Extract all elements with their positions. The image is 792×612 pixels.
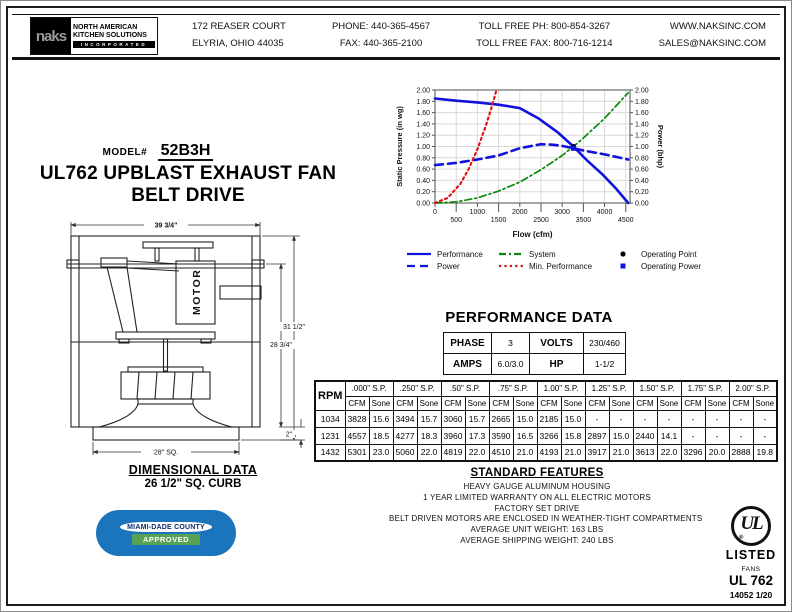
rpm-table-header-row [315, 381, 777, 396]
y-tick-label-right: 1.60 [635, 110, 649, 118]
y-tick-label: 0.80 [416, 155, 430, 163]
dim-base-label: 28" SQ. [153, 449, 179, 457]
sone-value: 18.5 [369, 427, 393, 444]
header-address: 172 REASER COURT ELYRIA, OHIO 44035 [192, 21, 286, 49]
cfm-value: 3266 [537, 427, 561, 444]
cfm-value: 2185 [537, 410, 561, 427]
chart-legend [406, 248, 718, 272]
cfm-header: CFM [681, 396, 705, 410]
sp-column-header: 1.50" S.P. [633, 381, 681, 396]
y-tick-label: 0.20 [416, 189, 430, 197]
sone-value: 21.0 [561, 444, 585, 461]
y-tick-label: 1.20 [416, 132, 430, 140]
cfm-value: - [681, 427, 705, 444]
ul-mark-letters: UL [740, 513, 762, 534]
sp-column-header: .250" S.P. [393, 381, 441, 396]
cfm-value: 2440 [633, 427, 657, 444]
sone-value: 22.0 [657, 444, 681, 461]
header-phone-fax: PHONE: 440-365-4567 FAX: 440-365-2100 [331, 21, 431, 49]
sp-column-header: .75" S.P. [489, 381, 537, 396]
sone-value: 20.0 [705, 444, 729, 461]
sone-value: 15.7 [417, 410, 441, 427]
miami-dade-approved-badge [96, 510, 236, 556]
rpm-value: 1034 [315, 410, 345, 427]
standard-features-title: STANDARD FEATURES [470, 467, 604, 479]
sp-column-header: 2.00" S.P. [729, 381, 777, 396]
volts-value: 230/460 [584, 333, 626, 354]
cfm-value: - [633, 410, 657, 427]
amps-label: AMPS [444, 354, 492, 375]
cfm-value: 2897 [585, 427, 609, 444]
series-performance [435, 99, 628, 204]
sone-header: Sone [561, 396, 585, 410]
legend-item-operating-power [610, 261, 718, 271]
cfm-value: 4819 [441, 444, 465, 461]
naks-logo [30, 17, 158, 55]
legend-swatch [498, 249, 524, 259]
sone-value: 21.0 [513, 444, 537, 461]
sone-value: - [705, 427, 729, 444]
ul-listing-block [715, 506, 787, 600]
page-title-line2: BELT DRIVE [131, 185, 245, 207]
x-tick-label: 3000 [554, 209, 570, 216]
y-tick-label-right: 0.40 [635, 177, 649, 185]
y-tick-label-right: 1.80 [635, 98, 649, 106]
document-number: 14052 1/20 [729, 590, 773, 600]
legend-swatch [610, 249, 636, 259]
sone-header: Sone [417, 396, 441, 410]
cfm-value: 4277 [393, 427, 417, 444]
cfm-value: 4510 [489, 444, 513, 461]
model-number: 52B3H [158, 142, 214, 161]
fan-dimensional-drawing [43, 212, 323, 464]
sone-value: 22.0 [417, 444, 441, 461]
legend-label: System [529, 249, 556, 259]
cfm-value: 4557 [345, 427, 369, 444]
volts-label: VOLTS [530, 333, 584, 354]
sone-value: 19.8 [753, 444, 777, 461]
logo-line3: INCORPORATED [73, 41, 155, 48]
title-block [23, 142, 353, 207]
fan-outline [67, 236, 264, 440]
sone-value: 22.0 [465, 444, 489, 461]
sone-value: 15.0 [609, 427, 633, 444]
sone-value: - [657, 410, 681, 427]
model-label: MODEL# [102, 147, 148, 158]
cfm-value: 3960 [441, 427, 465, 444]
cfm-value: 4193 [537, 444, 561, 461]
sone-value: 18.3 [417, 427, 441, 444]
cfm-header: CFM [537, 396, 561, 410]
legend-label: Operating Point [641, 249, 697, 259]
sone-value: - [753, 427, 777, 444]
x-tick-label: 4000 [596, 209, 613, 216]
y-tick-label: 1.60 [416, 110, 430, 118]
sone-value: - [609, 410, 633, 427]
sone-header: Sone [465, 396, 489, 410]
dim-inner-height-label: 28 3/4" [270, 342, 292, 349]
feature-item: 1 YEAR LIMITED WARRANTY ON ALL ELECTRIC MOTORS [423, 492, 651, 502]
y-tick-label-right: 0.60 [635, 166, 649, 174]
cfm-header: CFM [729, 396, 753, 410]
cfm-value: 3494 [393, 410, 417, 427]
y-tick-label: 1.80 [416, 98, 430, 106]
performance-data-title: PERFORMANCE DATA [445, 309, 613, 326]
series-power [435, 144, 628, 165]
y-tick-label-right: 0.00 [635, 200, 649, 208]
curb-size: 26 1/2" SQ. CURB [144, 478, 242, 490]
rpm-table-row [315, 444, 777, 461]
rpm-value: 1231 [315, 427, 345, 444]
cfm-header: CFM [345, 396, 369, 410]
sone-value: 15.8 [561, 427, 585, 444]
performance-chart [393, 83, 685, 250]
x-tick-label: 2000 [511, 209, 528, 216]
legend-item-min-performance [498, 261, 610, 271]
sone-value: 15.6 [369, 410, 393, 427]
legend-item-performance [406, 249, 498, 259]
fan-curve-chart [393, 83, 685, 245]
legend-swatch [406, 249, 432, 259]
sone-header: Sone [657, 396, 681, 410]
header-email: SALES@NAKSINC.COM [658, 38, 766, 49]
y-tick-label: 0.00 [416, 200, 430, 208]
cfm-value: - [729, 427, 753, 444]
legend-label: Min. Performance [529, 261, 593, 271]
sone-value: 21.0 [609, 444, 633, 461]
feature-item: FACTORY SET DRIVE [494, 503, 580, 513]
logo-line2: KITCHEN SOLUTIONS [73, 32, 147, 39]
y-tick-label-right: 0.80 [635, 155, 649, 163]
y-tick-label-right: 2.00 [635, 87, 649, 95]
x-axis-title: Flow (cfm) [512, 230, 553, 239]
cfm-value: 3060 [441, 410, 465, 427]
legend-swatch [406, 261, 432, 271]
dimension-labels [141, 220, 310, 457]
sone-header: Sone [609, 396, 633, 410]
header [12, 14, 780, 60]
naks-logo-abbr: naks [31, 18, 71, 54]
legend-item-system [498, 249, 610, 259]
cfm-value: 3613 [633, 444, 657, 461]
legend-swatch [610, 261, 636, 271]
legend-item-operating-point [610, 249, 718, 259]
cfm-value: 5301 [345, 444, 369, 461]
rpm-table-subheader-row [315, 396, 777, 410]
sone-value: 15.0 [561, 410, 585, 427]
feature-item: HEAVY GAUGE ALUMINUM HOUSING [463, 482, 611, 491]
phase-label: PHASE [444, 333, 492, 354]
header-website: WWW.NAKSINC.COM [669, 21, 766, 33]
legend-label: Operating Power [641, 261, 702, 271]
ul-standard-number: UL 762 [728, 573, 774, 588]
x-tick-label: 2500 [533, 217, 549, 224]
cfm-header: CFM [441, 396, 465, 410]
hp-label: HP [530, 354, 584, 375]
rpm-table-row [315, 410, 777, 427]
standard-features [389, 467, 703, 547]
x-tick-label: 500 [450, 217, 463, 224]
x-tick-label: 0 [433, 209, 437, 216]
dim-base-height-label: 2" [285, 431, 293, 439]
sone-value: 23.0 [369, 444, 393, 461]
cfm-value: 3296 [681, 444, 705, 461]
electrical-data-table [443, 332, 626, 375]
cfm-header: CFM [585, 396, 609, 410]
feature-item: AVERAGE SHIPPING WEIGHT: 240 LBS [460, 535, 614, 545]
sp-column-header: .50" S.P. [441, 381, 489, 396]
dimensional-data-caption [73, 463, 313, 490]
y-tick-label-right: 1.00 [635, 144, 649, 151]
sone-header: Sone [753, 396, 777, 410]
sone-value: 15.7 [465, 410, 489, 427]
rpm-table-row [315, 427, 777, 444]
cfm-value: - [681, 410, 705, 427]
sone-header: Sone [705, 396, 729, 410]
x-tick-label: 3500 [575, 217, 592, 224]
y-tick-label: 1.00 [416, 144, 430, 151]
approved-label: APPROVED [132, 534, 200, 545]
rpm-performance-table [314, 380, 778, 462]
ul-listed-label: LISTED [725, 548, 777, 562]
feature-item: BELT DRIVEN MOTORS ARE ENCLOSED IN WEATHER-TIGHT COMPARTMENTS [389, 514, 703, 524]
logo-line1: NORTH AMERICAN [73, 23, 138, 31]
sp-column-header: .000" S.P. [345, 381, 393, 396]
sone-value: 15.0 [513, 410, 537, 427]
motor-label: MOTOR [191, 268, 203, 315]
y-tick-label: 0.40 [416, 177, 430, 185]
x-tick-label: 1500 [490, 217, 507, 224]
marker-operating-power [571, 146, 576, 151]
sone-header: Sone [513, 396, 537, 410]
cfm-value: - [729, 410, 753, 427]
dimensional-data-title: DIMENSIONAL DATA [128, 463, 258, 477]
y-tick-label-right: 0.20 [635, 189, 649, 197]
legend-label: Performance [437, 249, 483, 259]
cfm-value: 3828 [345, 410, 369, 427]
amps-value: 6.0/3.0 [492, 354, 530, 375]
ul-category: FANS [741, 566, 761, 573]
ul-listed-icon [731, 506, 771, 546]
series-system [435, 93, 628, 203]
sone-value: - [753, 410, 777, 427]
sone-value: 14.1 [657, 427, 681, 444]
y-tick-label-right: 1.40 [635, 121, 649, 129]
x-tick-label: 1000 [469, 209, 486, 216]
y-tick-label: 2.00 [416, 87, 430, 95]
hp-value: 1-1/2 [584, 354, 626, 375]
phase-value: 3 [492, 333, 530, 354]
y-tick-label: 0.60 [416, 166, 430, 174]
rpm-value: 1432 [315, 444, 345, 461]
feature-item: AVERAGE UNIT WEIGHT: 163 LBS [470, 525, 604, 535]
dim-height-label: 31 1/2" [283, 324, 305, 331]
rpm-column-header: RPM [315, 381, 345, 410]
sp-column-header: 1.75" S.P. [681, 381, 729, 396]
header-tollfree: TOLL FREE PH: 800-854-3267 TOLL FREE FAX: 800-716-1214 [476, 21, 613, 49]
cfm-header: CFM [393, 396, 417, 410]
dim-width-label: 39 3/4" [154, 222, 178, 230]
sp-column-header: 1.25" S.P. [585, 381, 633, 396]
sone-value: 17.3 [465, 427, 489, 444]
cfm-header: CFM [633, 396, 657, 410]
cfm-value: 2665 [489, 410, 513, 427]
feature-list [389, 482, 703, 547]
sone-header: Sone [369, 396, 393, 410]
cfm-value: 5060 [393, 444, 417, 461]
model-line [23, 142, 353, 160]
cfm-value: - [585, 410, 609, 427]
cfm-value: 2888 [729, 444, 753, 461]
cfm-value: 3590 [489, 427, 513, 444]
y-tick-label: 1.40 [416, 121, 430, 129]
cfm-header: CFM [489, 396, 513, 410]
page-title-line1: UL762 UPBLAST EXHAUST FAN [39, 163, 337, 184]
x-tick-label: 4500 [617, 217, 634, 224]
sone-value: 16.5 [513, 427, 537, 444]
sone-value: - [705, 410, 729, 427]
legend-swatch [498, 261, 524, 271]
legend-label: Power [437, 261, 460, 271]
y-axis-title-left: Static Pressure (in wg) [395, 106, 404, 187]
miami-dade-county-label: MIAMI-DADE COUNTY [120, 522, 212, 532]
sp-column-header: 1.00" S.P. [537, 381, 585, 396]
registered-mark-icon: ® [739, 535, 744, 541]
y-tick-label-right: 1.20 [635, 132, 649, 140]
cfm-value: 3917 [585, 444, 609, 461]
header-web-email [659, 19, 766, 52]
legend-item-power [406, 261, 498, 271]
y-axis-title-right: Power (bhp) [656, 124, 665, 169]
